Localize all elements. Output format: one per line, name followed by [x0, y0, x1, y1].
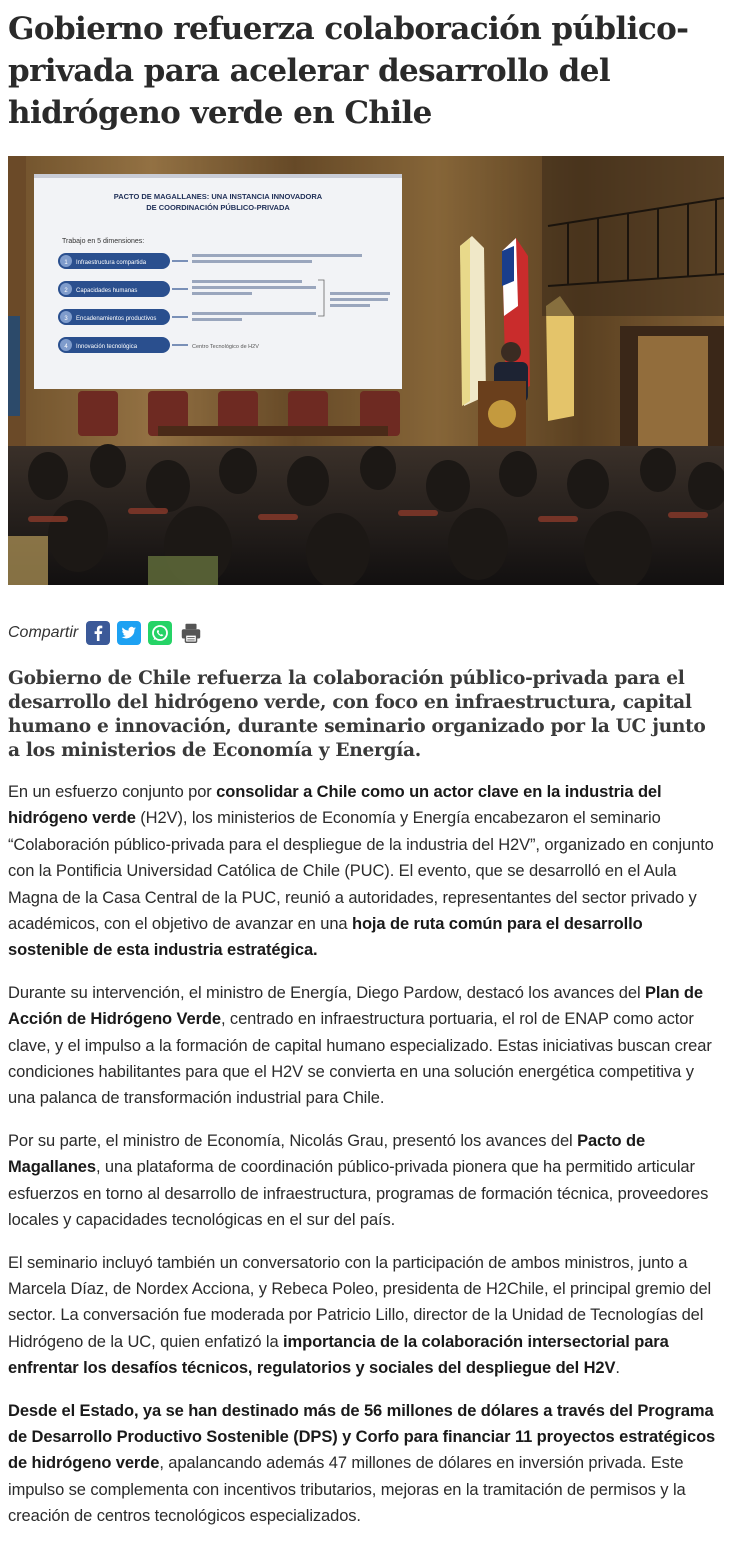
- facebook-icon[interactable]: [86, 621, 110, 645]
- svg-text:1: 1: [64, 260, 68, 266]
- article-lead: Gobierno de Chile refuerza la colaboración público-privada para el desarrollo del hidrógeno verde, con foco en infraestructura, capital humano e innovación, durante seminario organizado por la UC junto a los ministerios de Economía y Energía.: [8, 668, 706, 761]
- svg-text:3: 3: [64, 316, 68, 322]
- svg-text:Capacidades humanas: Capacidades humanas: [76, 288, 138, 294]
- paragraph-3: Por su parte, el ministro de Economía, Nicolás Grau, presentó los avances del Pacto de Magallanes, una plataforma de coordinación público-privada pionera que ha permitido articular esfuerzos en torno al desarrollo de infraestructura, programas de formación técnica, proveedores locales y capacidades tecnológicas en el sur del país.: [8, 1131, 709, 1230]
- print-icon[interactable]: [179, 621, 203, 645]
- hero-photo: [8, 156, 724, 585]
- svg-text:Encadenamientos productivos: Encadenamientos productivos: [76, 316, 157, 322]
- twitter-icon[interactable]: [117, 621, 141, 645]
- paragraph-1: En un esfuerzo conjunto por consolidar a Chile como un actor clave en la industria del hidrógeno verde (H2V), los ministerios de Economía y Energía encabezaron el seminario “Colaboración público-privada para el despliegue de la industria del H2V”, organizado en conjunto con la Pontificia Universidad Católica de Chile (PUC). El evento, que se desarrolló en el Aula Magna de la Casa Central de la PUC, reunió a autoridades, representantes del sector privado y académicos, con el objetivo de avanzar en una hoja de ruta común para el desarrollo sostenible de esta industria estratégica.: [8, 783, 714, 960]
- svg-text:2: 2: [64, 288, 68, 294]
- share-bar: [8, 619, 723, 647]
- svg-text:Centro Tecnológico de H2V: Centro Tecnológico de H2V: [192, 344, 259, 350]
- article-body: [8, 779, 723, 1530]
- share-label: Compartir: [8, 624, 79, 641]
- svg-text:Infraestructura compartida: Infraestructura compartida: [76, 260, 147, 266]
- paragraph-2: Durante su intervención, el ministro de Energía, Diego Pardow, destacó los avances del Plan de Acción de Hidrógeno Verde, centrado en infraestructura portuaria, el rol de ENAP como actor clave, y el impulso a la formación de capital humano especializado. Estas iniciativas buscan crear condiciones habilitantes para que el H2V se convierta en una solución energética competitiva y una palanca de transformación industrial para Chile.: [8, 983, 712, 1108]
- slide-title: PACTO DE MAGALLANES: UNA INSTANCIA INNOVADORA: [113, 192, 323, 201]
- svg-text:Innovación tecnológica: Innovación tecnológica: [76, 344, 138, 350]
- whatsapp-icon[interactable]: [148, 621, 172, 645]
- svg-text:DE COORDINACIÓN PÚBLICO-PRIVAD: DE COORDINACIÓN PÚBLICO-PRIVADA: [146, 203, 290, 212]
- slide-subtitle: Trabajo en 5 dimensiones:: [62, 238, 145, 245]
- paragraph-4: El seminario incluyó también un conversatorio con la participación de ambos ministros, junto a Marcela Díaz, de Nordex Acciona, y Rebeca Poleo, presidenta de H2Chile, el principal gremio del sector. La conversación fue moderada por Patricio Lillo, director de la Unidad de Tecnologías del Hidrógeno de la UC, quien enfatizó la importancia de la colaboración intersectorial para enfrentar los desafíos técnicos, regulatorios y sociales del despliegue del H2V.: [8, 1253, 712, 1378]
- article-title: Gobierno refuerza colaboración público-privada para acelerar desarrollo del hidrógeno verde en Chile: [8, 11, 689, 131]
- svg-text:4: 4: [64, 344, 68, 350]
- paragraph-5: Desde el Estado, ya se han destinado más de 56 millones de dólares a través del Programa de Desarrollo Productivo Sostenible (DPS) y Corfo para financiar 11 proyectos estratégicos de hidrógeno verde, apalancando además 47 millones de dólares en inversión privada. Este impulso se complementa con incentivos tributarios, mejoras en la tramitación de permisos y la creación de centros tecnológicos especializados.: [8, 1401, 716, 1526]
